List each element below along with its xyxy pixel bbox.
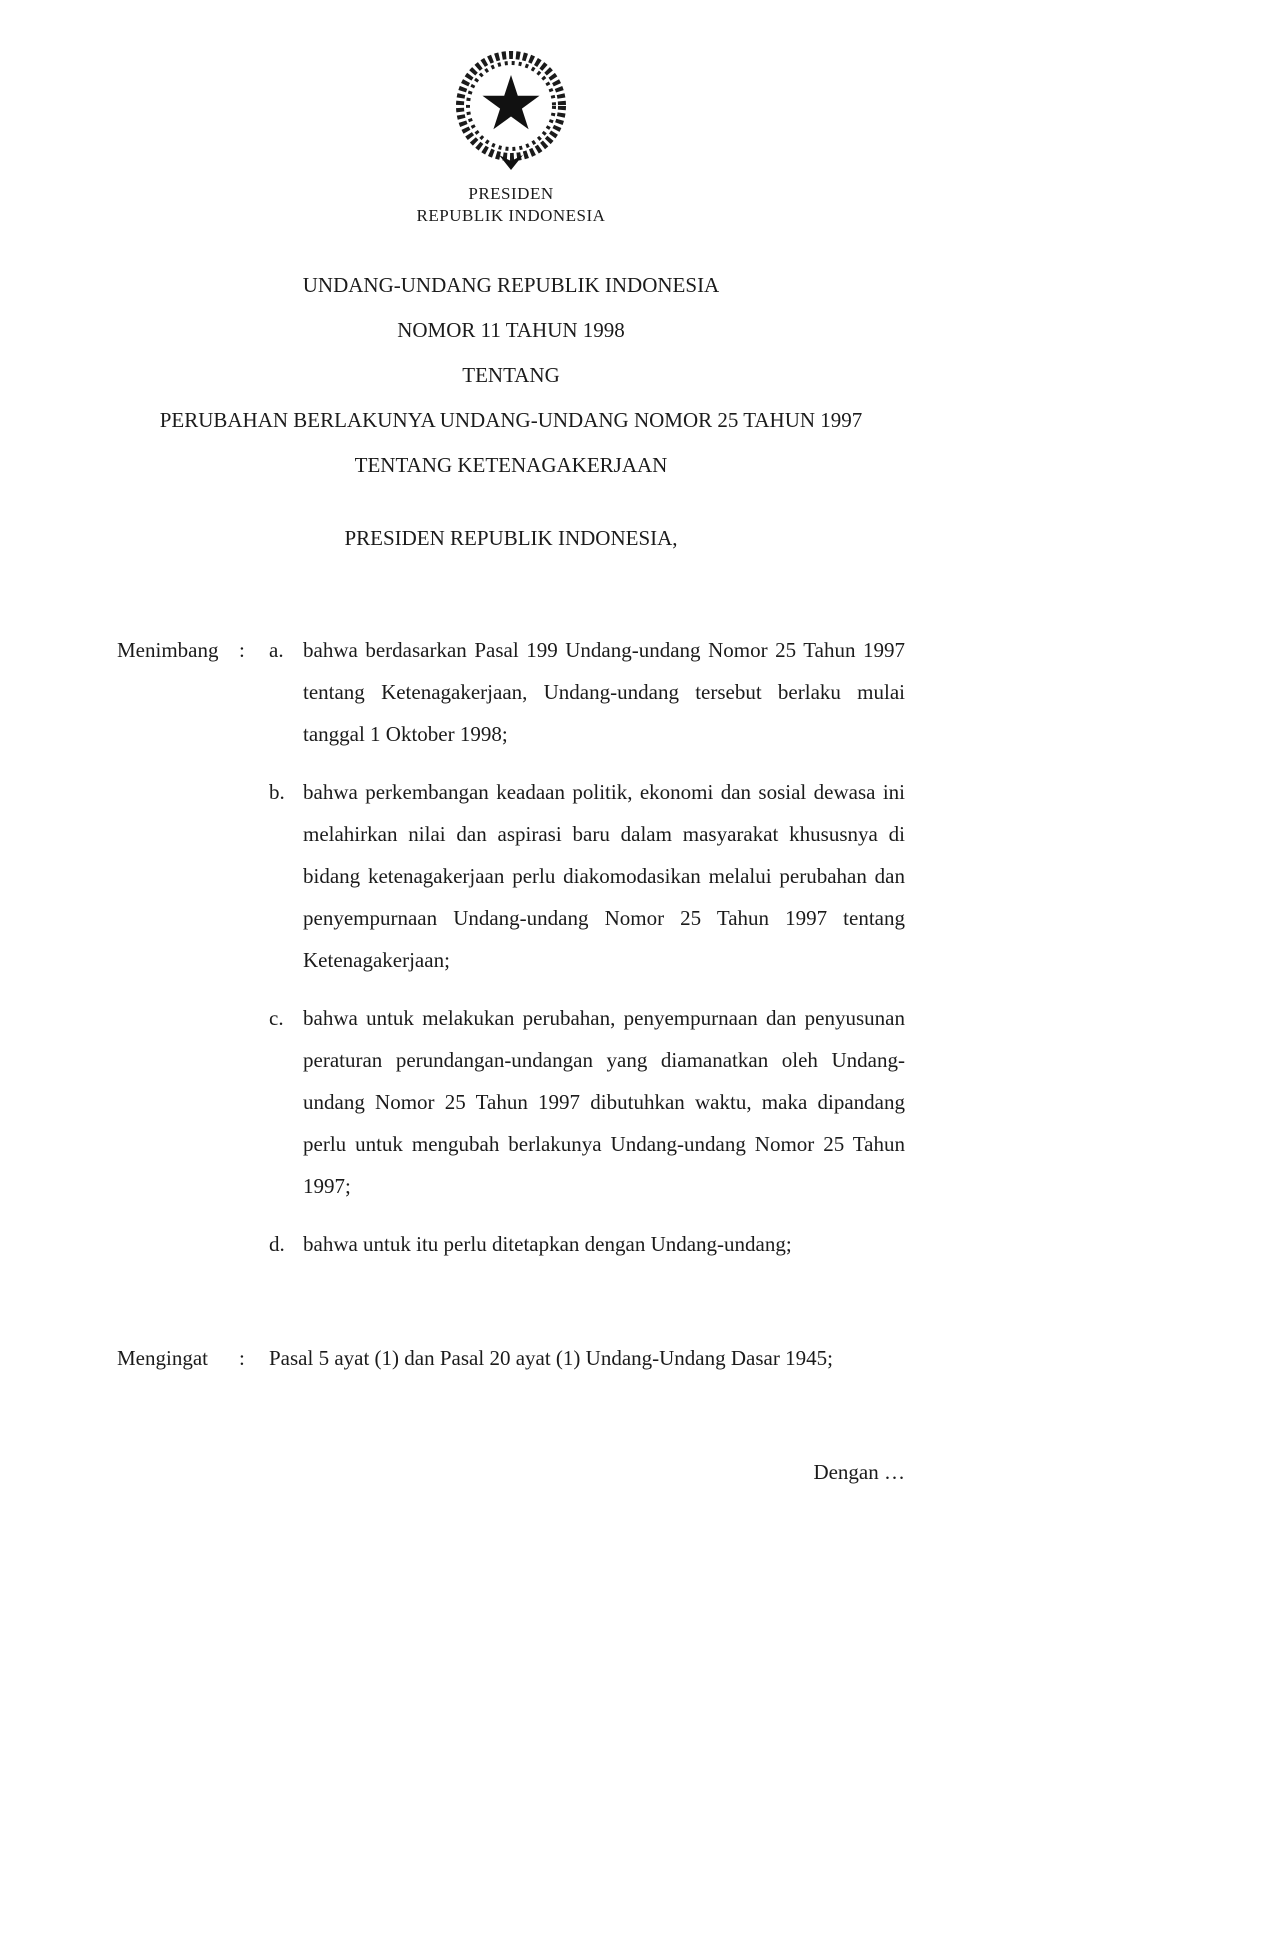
- title-line-2: NOMOR 11 TAHUN 1998: [397, 318, 625, 342]
- law-title-block: [117, 263, 905, 488]
- considerations-section: [117, 629, 905, 1265]
- consideration-item: [117, 771, 905, 981]
- title-line-5: TENTANG KETENAGAKERJAAN: [354, 453, 668, 477]
- salutation: PRESIDEN REPUBLIK INDONESIA,: [344, 526, 678, 550]
- item-letter: d.: [269, 1232, 285, 1256]
- catchword: Dengan …: [813, 1460, 905, 1484]
- item-text: bahwa untuk melakukan perubahan, penyempurnaan dan penyusunan peraturan perundangan-undangan yang diamanatkan oleh Undang-undang Nomor 25 Tahun 1997 dibutuhkan waktu, maka dipandang perlu untuk mengubah berlakunya Undang-undang Nomor 25 Tahun 1997;: [303, 1006, 905, 1198]
- consideration-item: [117, 997, 905, 1207]
- recalling-section: [117, 1337, 905, 1379]
- menimbang-label: Menimbang: [117, 638, 219, 662]
- consideration-item: [117, 1223, 905, 1265]
- item-letter: b.: [269, 780, 285, 804]
- title-line-4: PERUBAHAN BERLAKUNYA UNDANG-UNDANG NOMOR 25 TAHUN 1997: [159, 408, 863, 432]
- consideration-item: [117, 629, 905, 755]
- title-line-1: UNDANG-UNDANG REPUBLIK INDONESIA: [302, 273, 720, 297]
- item-letter: c.: [269, 1006, 284, 1030]
- menimbang-colon: :: [239, 638, 245, 662]
- letterhead-republik-indonesia: REPUBLIK INDONESIA: [416, 206, 606, 225]
- item-text: bahwa berdasarkan Pasal 199 Undang-undang Nomor 25 Tahun 1997 tentang Ketenagakerjaan, Undang-undang tersebut berlaku mulai tanggal 1 Oktober 1998;: [303, 638, 905, 746]
- recalling-row: [117, 1337, 905, 1379]
- item-text: bahwa untuk itu perlu ditetapkan dengan Undang-undang;: [303, 1232, 792, 1256]
- letterhead: [117, 183, 905, 227]
- emblem-container: [117, 46, 905, 177]
- mengingat-colon: :: [239, 1346, 245, 1370]
- item-letter: a.: [269, 638, 284, 662]
- item-text: bahwa perkembangan keadaan politik, ekonomi dan sosial dewasa ini melahirkan nilai dan aspirasi baru dalam masyarakat khususnya di bidang ketenagakerjaan perlu diakomodasikan melalui perubahan dan penyempurnaan Undang-undang Nomor 25 Tahun 1997 tentang Ketenagakerjaan;: [303, 780, 905, 972]
- mengingat-label: Mengingat: [117, 1346, 208, 1370]
- document-content: [117, 0, 905, 1493]
- mengingat-text: Pasal 5 ayat (1) dan Pasal 20 ayat (1) Undang-Undang Dasar 1945;: [269, 1346, 833, 1370]
- letterhead-presiden: PRESIDEN: [468, 184, 554, 203]
- title-line-3: TENTANG: [462, 363, 560, 387]
- star-wreath-emblem-icon: [451, 46, 571, 172]
